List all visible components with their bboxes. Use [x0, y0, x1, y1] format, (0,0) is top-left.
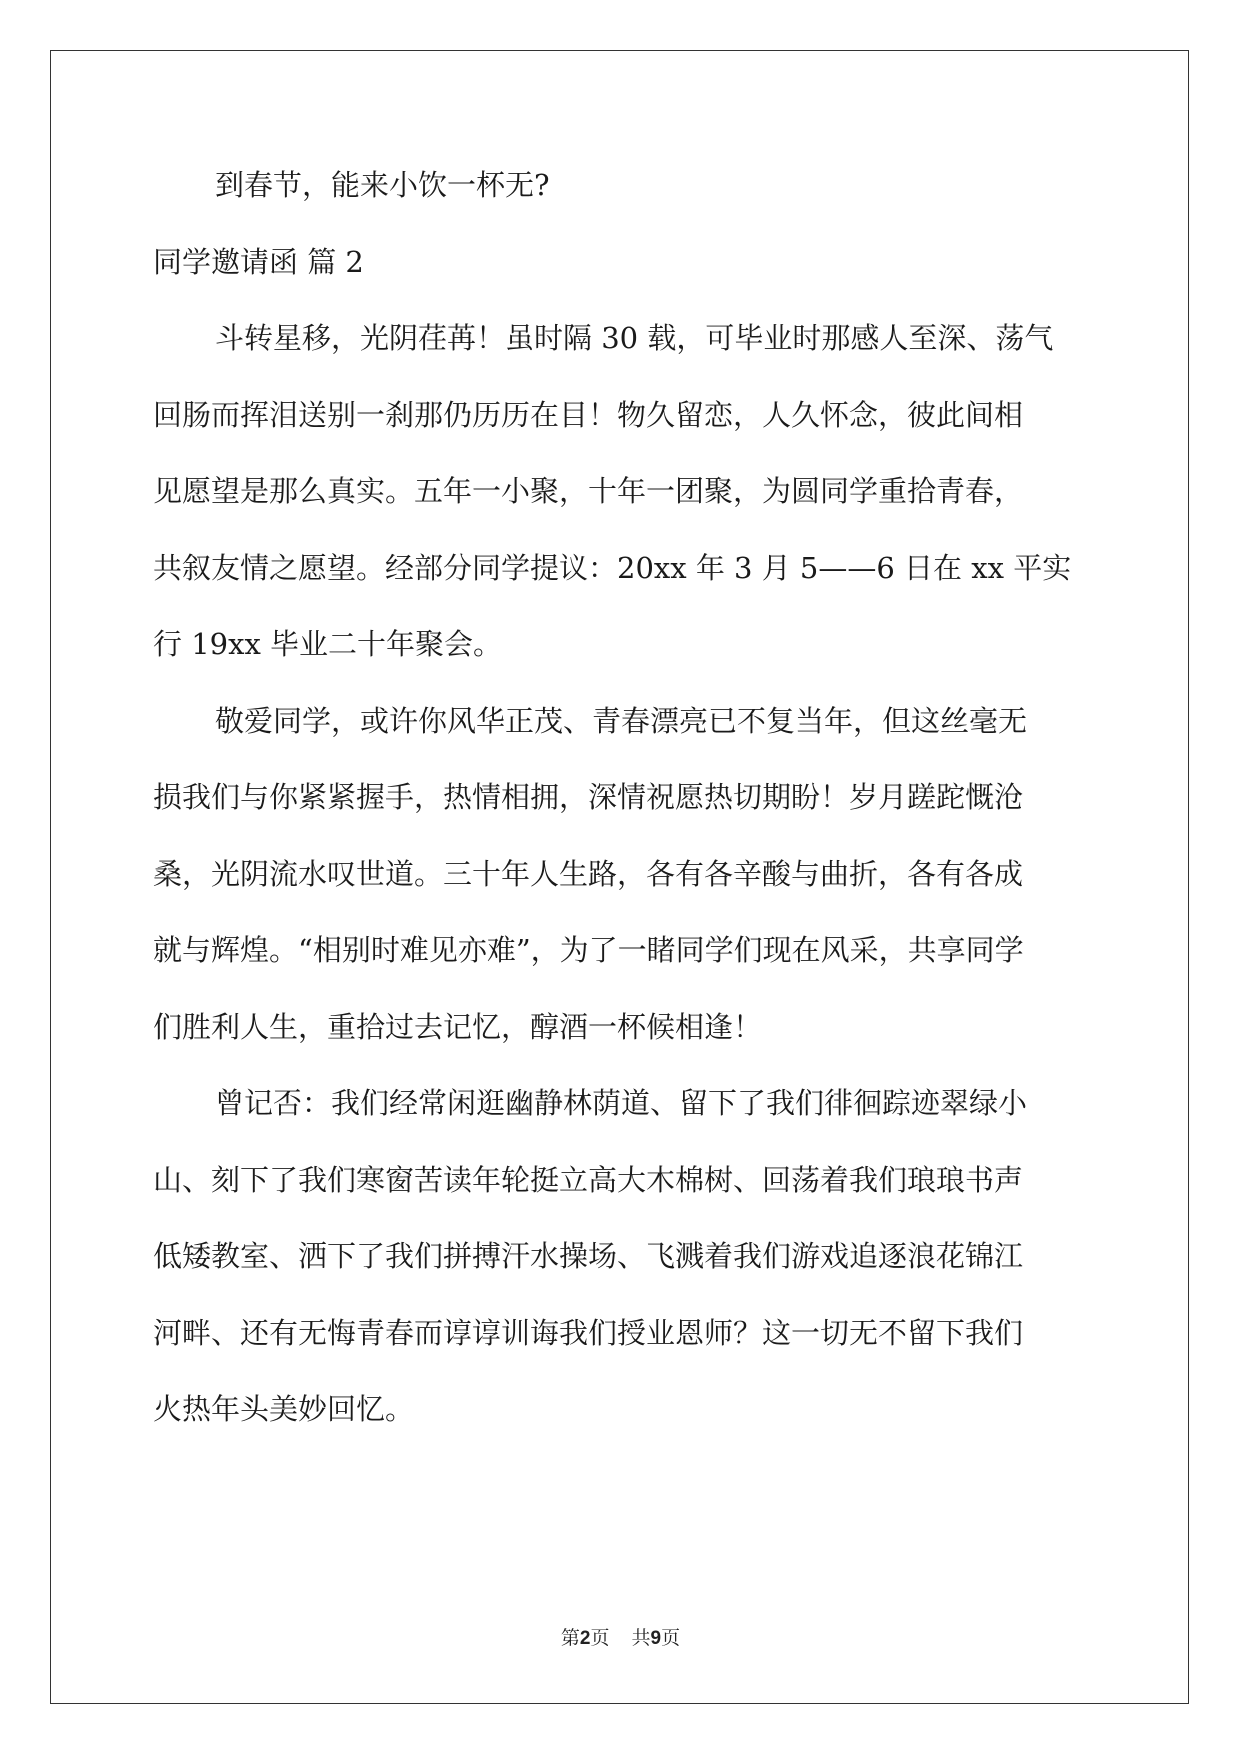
- text-line: 火热年头美妙回忆。: [153, 1392, 415, 1426]
- footer-page-mid: 页: [590, 1627, 610, 1649]
- text-line: 共叙友情之愿望。经部分同学提议：20xx 年 3 月 5——6 日在 xx 平实: [153, 550, 1072, 585]
- text-line: 们胜利人生，重拾过去记忆，醇酒一杯候相逢！: [153, 1009, 763, 1044]
- footer-total-suffix: 页: [661, 1627, 681, 1649]
- text-line: 桑，光阴流水叹世道。三十年人生路，各有各辛酸与曲折，各有各成: [153, 856, 1024, 891]
- text-line: 敬爱同学，或许你风华正茂、青春漂亮已不复当年，但这丝毫无: [215, 703, 1028, 738]
- text-line: 就与辉煌。“相别时难见亦难”，为了一睹同学们现在风采，共享同学: [153, 933, 1024, 967]
- text-line: 低矮教室、洒下了我们拼搏汗水操场、飞溅着我们游戏追逐浪花锦江: [153, 1239, 1024, 1273]
- footer-page-prefix: 第: [560, 1627, 580, 1649]
- text-line: 见愿望是那么真实。五年一小聚，十年一团聚，为圆同学重拾青春，: [153, 474, 1024, 508]
- text-line: 斗转星移，光阴荏苒！虽时隔 30 载，可毕业时那感人至深、荡气: [215, 321, 1054, 355]
- document-body: [153, 160, 1088, 1461]
- text-line: 河畔、还有无悔青春而谆谆训诲我们授业恩师？这一切无不留下我们: [153, 1315, 1024, 1350]
- text-line: 到春节，能来小饮一杯无?: [215, 168, 550, 202]
- text-line: 山、刻下了我们寒窗苦读年轮挺立高大木棉树、回荡着我们琅琅书声: [153, 1162, 1024, 1197]
- footer-current-page: 2: [579, 1628, 591, 1649]
- page-footer: [0, 1623, 1241, 1650]
- section-heading: 同学邀请函 篇 2: [153, 244, 364, 279]
- text-line: 行 19xx 毕业二十年聚会。: [153, 627, 503, 661]
- text-line: 回肠而挥泪送别一刹那仍历历在目！物久留恋，人久怀念，彼此间相: [153, 397, 1024, 432]
- footer-total-prefix: 共: [631, 1627, 651, 1649]
- footer-total-pages: 9: [650, 1628, 662, 1649]
- text-line: 损我们与你紧紧握手，热情相拥，深情祝愿热切期盼！岁月蹉跎慨沧: [153, 780, 1024, 814]
- text-line: 曾记否：我们经常闲逛幽静林荫道、留下了我们徘徊踪迹翠绿小: [215, 1086, 1028, 1120]
